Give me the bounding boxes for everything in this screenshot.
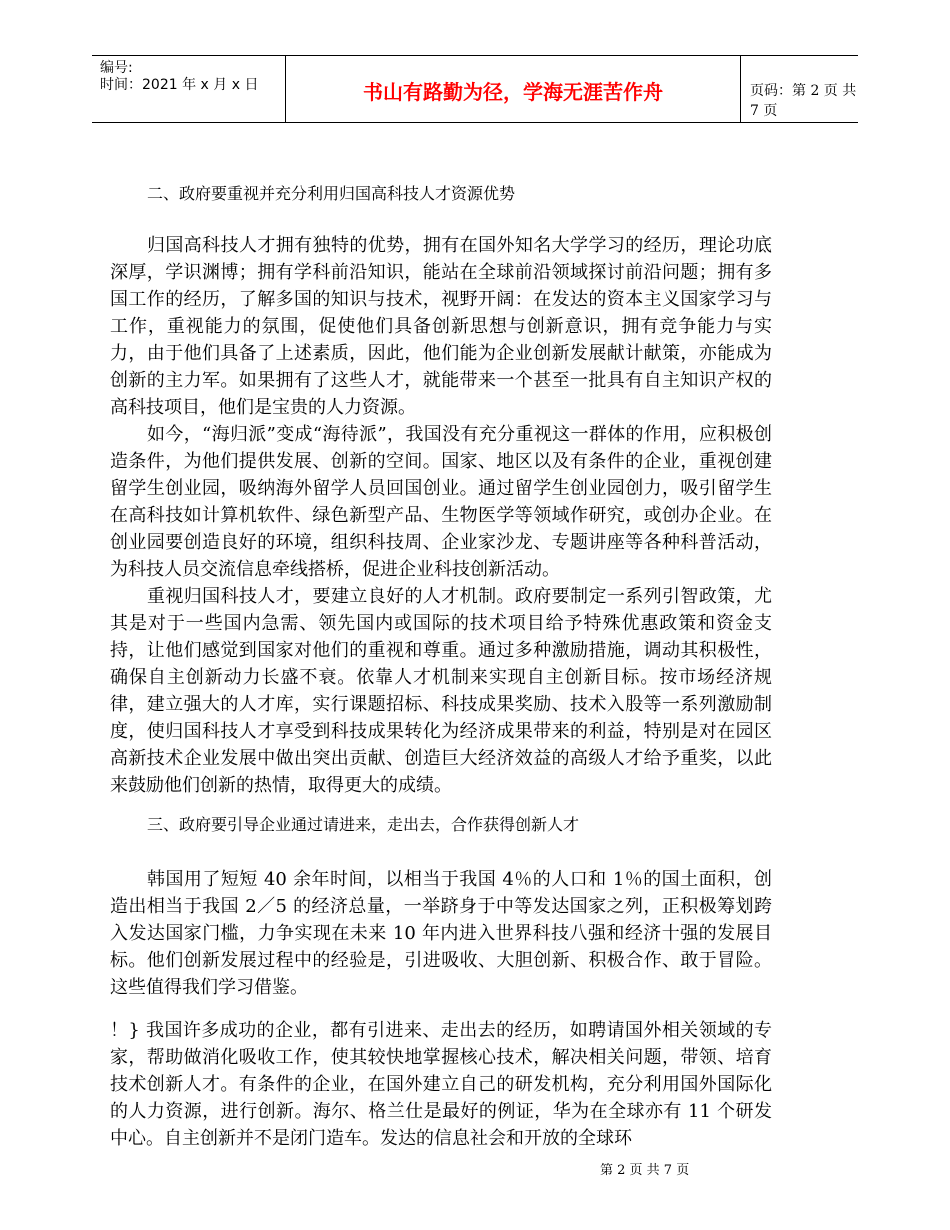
header-motto: 书山有路勤为径，学海无涯苦作舟 — [363, 80, 663, 104]
document-code-label: 编号: — [100, 60, 133, 76]
header-motto-cell — [285, 56, 741, 122]
paragraph-2: 如今，“海归派”变成“海待派”，我国没有充分重视这一群体的作用，应积极创造条件，为他们提供发展、创新的空间。国家、地区以及有条件的企业，重视创建留学生创业园，吸纳海外留学人员回国创业。通过留学生创业园创力，吸引留学生在高科技如计算机软件、绿色新型产品、生物医学等领域作研究，或创办企业。在创业园要创造良好的环境，组织科技周、企业家沙龙、专题讲座等各种科普活动，为科技人员交流信息牵线搭桥，促进企业科技创新活动。 — [110, 424, 772, 580]
section-heading-3: 三、政府要引导企业通过请进来，走出去，合作获得创新人才 — [147, 815, 580, 834]
document-body — [110, 180, 772, 1152]
section-heading-2: 二、政府要重视并充分利用归国高科技人才资源优势 — [147, 184, 516, 203]
paragraph-5: ！} 我国许多成功的企业，都有引进来、走出去的经历，如聘请国外相关领域的专家，帮助做消化吸收工作，使其较快地掌握核心技术，解决相关问题，带领、培育技术创新人才。有条件的企业，在国外建立自己的研发机构，充分利用国外国际化的人力资源，进行创新。海尔、格兰仕是最好的例证，华为在全球亦有 11 个研发中心。自主创新并不是闭门造车。发达的信息社会和开放的全球环 — [110, 1020, 772, 1149]
paragraph-3: 重视归国科技人才，要建立良好的人才机制。政府要制定一系列引智政策，尤其是对于一些国内急需、领先国内或国际的技术项目给予特殊优惠政策和资金支持，让他们感觉到国家对他们的重视和尊重。通过多种激励措施，调动其积极性，确保自主创新动力长盛不衰。依靠人才机制来实现自主创新目标。按市场经济规律，建立强大的人才库，实行课题招标、科技成果奖励、技术入股等一系列激励制度，使归国科技人才享受到科技成果转化为经济成果带来的利益，特别是对在园区高新技术企业发展中做出突出贡献、创造巨大经济效益的高级人才给予重奖，以此来鼓励他们创新的热情，取得更大的成绩。 — [110, 586, 772, 796]
document-time-label: 时间：2021 年 x 月 x 日 — [100, 77, 259, 93]
page-footer-number: 第 2 页 共 7 页 — [600, 1163, 690, 1178]
paragraph-4: 韩国用了短短 40 余年时间，以相当于我国 4％的人口和 1％的国土面积，创造出相当于我国 2／5 的经济总量，一举跻身于中等发达国家之列，正积极筹划跨入发达国家门槛，力争实现在未来 10 年内进入世界科技八强和经济十强的发展目标。他们创新发展过程中的经验是，引进吸收、大胆创新、积极合作、敢于冒险。这些值得我们学习借鉴。 — [110, 869, 772, 998]
header-page-number: 页码：第 2 页 共 7 页 — [750, 83, 857, 119]
paragraph-1: 归国高科技人才拥有独特的优势，拥有在国外知名大学学习的经历，理论功底深厚，学识渊博；拥有学科前沿知识，能站在全球前沿领域探讨前沿问题；拥有多国工作的经历，了解多国的知识与技术，视野开阔：在发达的资本主义国家学习与工作，重视能力的氛围，促使他们具备创新思想与创新意识，拥有竞争能力与实力，由于他们具备了上述素质，因此，他们能为企业创新发展献计献策，亦能成为创新的主力军。如果拥有了这些人才，就能带来一个甚至一批具有自主知识产权的高科技项目，他们是宝贵的人力资源。 — [110, 235, 772, 418]
header-page-cell — [740, 56, 858, 122]
page-header — [92, 55, 858, 123]
header-info-cell — [92, 56, 285, 122]
